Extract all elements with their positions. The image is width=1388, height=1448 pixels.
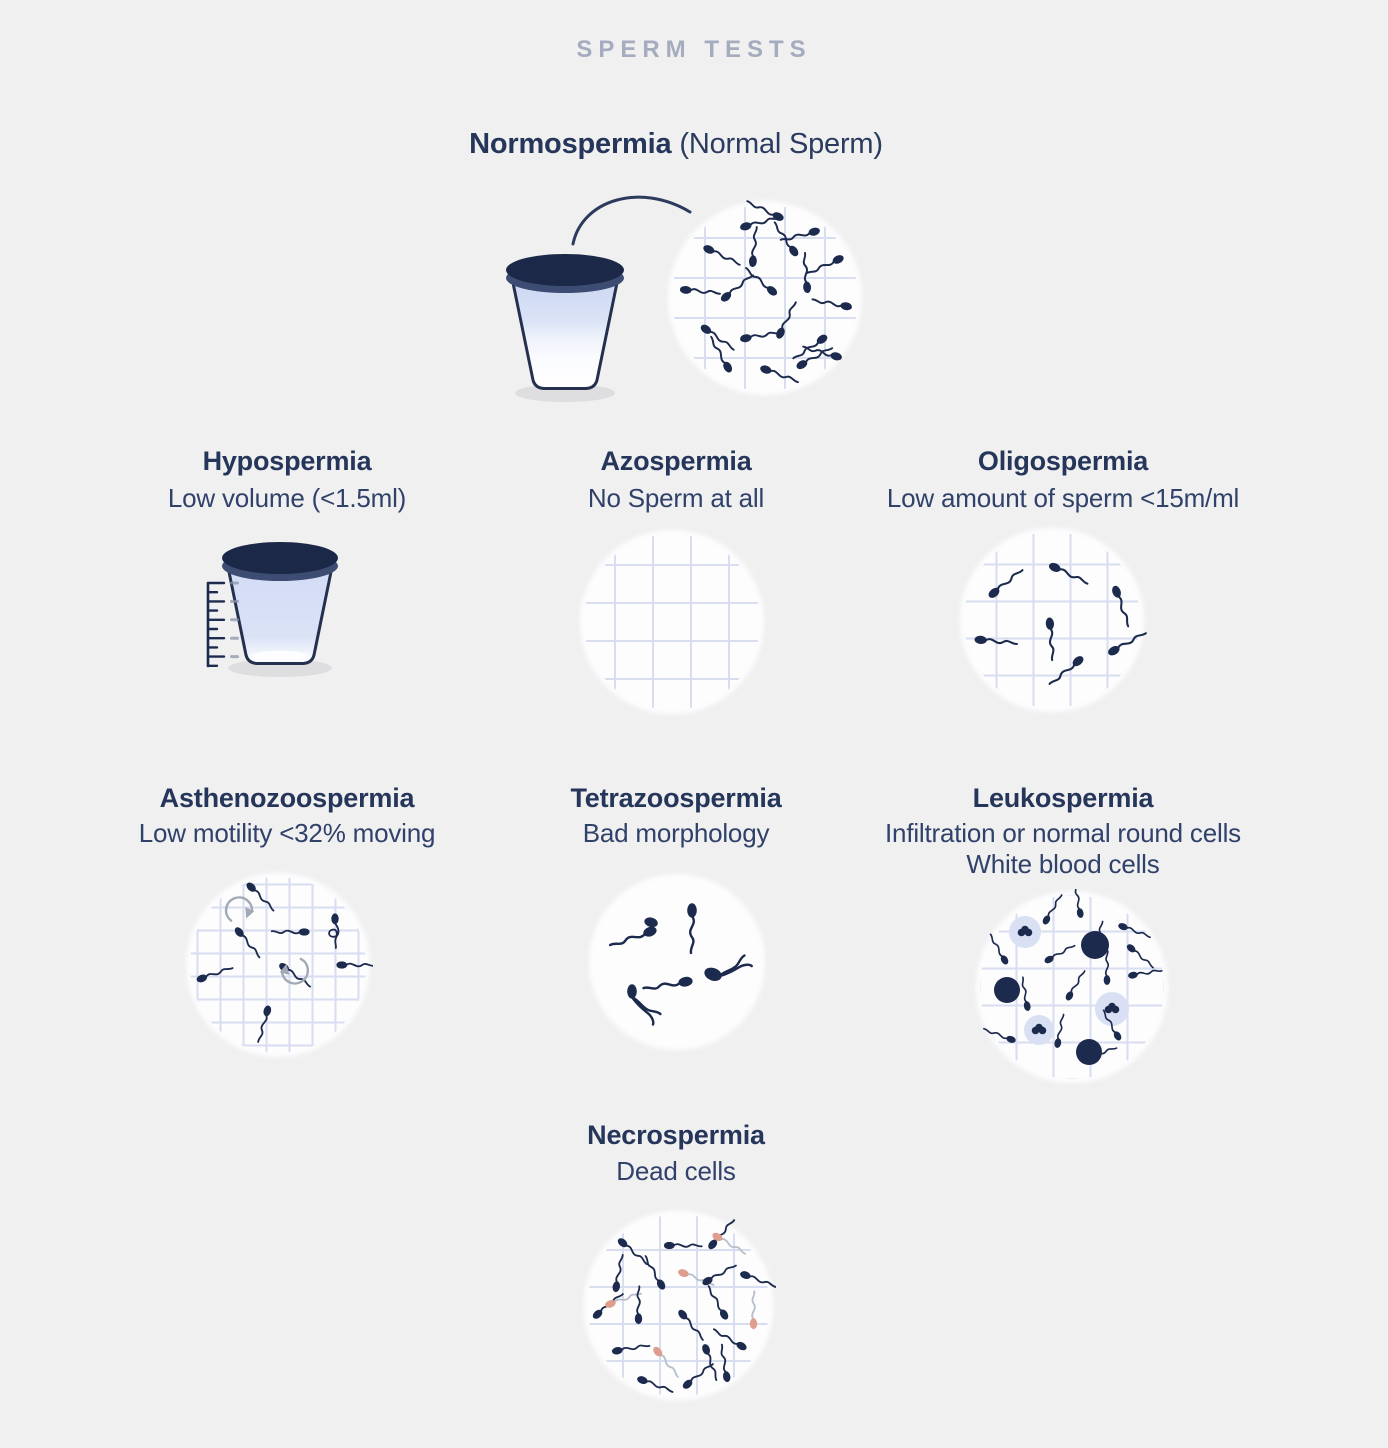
hypospermia-figure xyxy=(150,535,410,685)
azospermia-subtitle: No Sperm at all xyxy=(587,483,765,513)
asthenozoospermia-title: Asthenozoospermia xyxy=(159,783,415,813)
page-title: SPERM TESTS xyxy=(576,36,812,63)
hypospermia-subtitle: Low volume (<1.5ml) xyxy=(167,483,407,513)
leukospermia-figure xyxy=(974,889,1170,1085)
tetrazoospermia-title: Tetrazoospermia xyxy=(570,783,782,813)
necrospermia-figure xyxy=(581,1208,776,1403)
leukospermia-title: Leukospermia xyxy=(972,783,1154,813)
leukospermia-subtitle xyxy=(823,818,1303,880)
leukospermia-subtitle-line2: White blood cells xyxy=(966,849,1160,879)
normospermia-title xyxy=(436,128,916,161)
asthenozoospermia-subtitle: Low motility <32% moving xyxy=(138,818,436,848)
azospermia-title: Azospermia xyxy=(600,446,752,476)
normospermia-title-suffix: (Normal Sperm) xyxy=(679,128,883,160)
normospermia-title-bold: Normospermia xyxy=(469,128,672,160)
tetrazoospermia-subtitle: Bad morphology xyxy=(582,818,770,848)
asthenozoospermia-figure xyxy=(183,870,373,1060)
leukospermia-subtitle-line1: Infiltration or normal round cells xyxy=(885,818,1241,848)
necrospermia-title: Necrospermia xyxy=(587,1120,765,1150)
normospermia-figure xyxy=(440,190,920,418)
oligospermia-subtitle: Low amount of sperm <15m/ml xyxy=(886,483,1240,513)
tetrazoospermia-figure xyxy=(587,872,767,1052)
oligospermia-title: Oligospermia xyxy=(977,446,1149,476)
azospermia-figure xyxy=(577,527,767,717)
oligospermia-figure xyxy=(957,525,1147,715)
necrospermia-subtitle: Dead cells xyxy=(616,1156,736,1186)
hypospermia-title: Hypospermia xyxy=(202,446,372,476)
